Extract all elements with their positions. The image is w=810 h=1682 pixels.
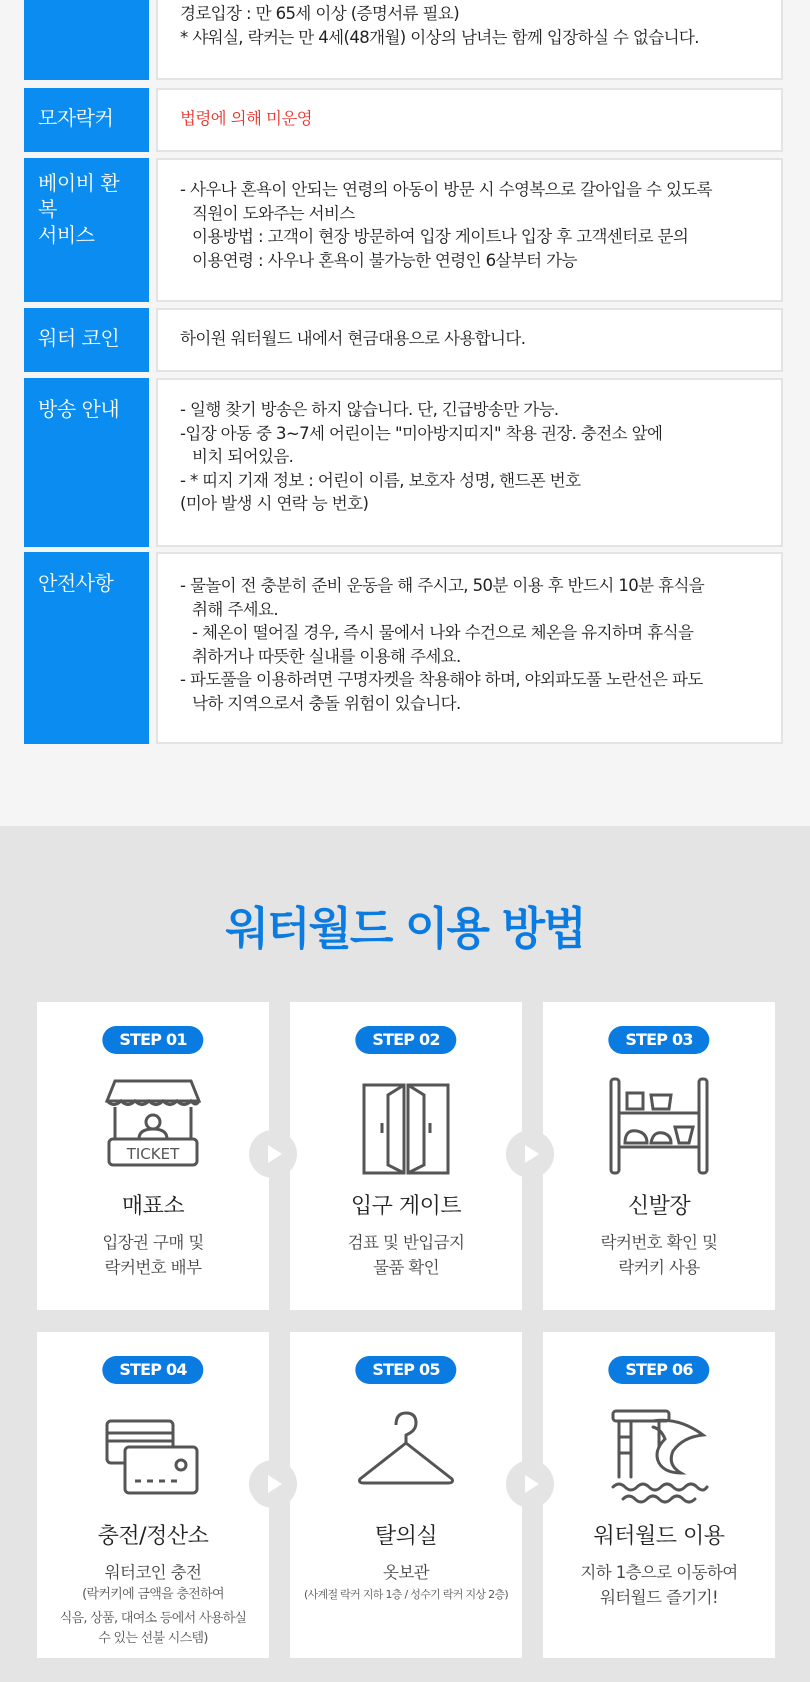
- desc-line: 물품 확인: [372, 1258, 439, 1277]
- water-slide-icon: [609, 1407, 709, 1507]
- step-badge: STEP 05: [355, 1356, 456, 1384]
- content-line: - * 띠지 기재 정보 : 어린이 이름, 보호자 성명, 핸드폰 번호: [180, 470, 581, 490]
- desc-line: 옷보관: [382, 1563, 430, 1582]
- next-arrow-icon: [249, 1130, 297, 1178]
- payment-cards-icon: [103, 1407, 203, 1507]
- desc-line: 지하 1층으로 이동하여: [580, 1563, 738, 1582]
- info-row-senior: [24, 0, 783, 80]
- next-arrow-icon: [506, 1460, 554, 1508]
- row-content: [156, 0, 783, 80]
- step-card-shoe-rack: [543, 1002, 775, 1310]
- info-row-mother-locker: [24, 88, 783, 152]
- content-line: 비치 되어있음.: [192, 447, 294, 466]
- content-line: - 파도풀을 이용하려면 구명자켓을 착용해야 하며, 야외파도풀 노란선은 파도: [180, 670, 703, 689]
- desc-line: 워터월드 즐기기!: [599, 1588, 719, 1607]
- step-name: 입구 게이트: [350, 1194, 462, 1219]
- gate-door-icon: [356, 1077, 456, 1177]
- step-badge: STEP 01: [102, 1026, 203, 1054]
- step-card-ticket-office: [37, 1002, 269, 1310]
- step-name: 워터월드 이용: [593, 1524, 725, 1549]
- desc-small-line: 식음, 상품, 대여소 등에서 사용하실: [59, 1611, 247, 1626]
- hanger-icon: [356, 1407, 456, 1507]
- step-name: 탈의실: [374, 1524, 438, 1549]
- info-row-safety: [24, 552, 783, 744]
- content-line: 법령에 의해 미운영: [180, 109, 313, 128]
- row-label: 베이비 환복 서비스: [24, 158, 149, 302]
- step-badge: STEP 02: [355, 1026, 456, 1054]
- row-content: [156, 308, 783, 372]
- row-label: 방송 안내: [24, 378, 149, 547]
- desc-line: 락커번호 배부: [104, 1258, 202, 1277]
- row-label: [24, 0, 149, 80]
- step-badge: STEP 04: [102, 1356, 203, 1384]
- step-description: [290, 1230, 522, 1280]
- content-line: 낙하 지역으로서 충돌 위험이 있습니다.: [192, 693, 461, 713]
- content-line: 취하거나 따뜻한 실내를 이용해 주세요.: [192, 646, 461, 666]
- desc-small-line: 수 있는 선불 시스템): [98, 1631, 208, 1646]
- step-card-entrance-gate: [290, 1002, 522, 1310]
- step-name: 신발장: [627, 1194, 691, 1219]
- ticket-booth-icon: [103, 1077, 203, 1177]
- content-line: -입장 아동 중 3~7세 어린이는 "미아방지띠지" 착용 권장. 충전소 앞에: [180, 423, 663, 443]
- usage-method-section: [0, 826, 810, 1682]
- step-badge: STEP 06: [608, 1356, 709, 1384]
- desc-small-line: (락커키에 금액을 충전하여: [82, 1587, 224, 1602]
- content-line: 이용연령 : 사우나 혼욕이 불가능한 연령인 6살부터 가능: [192, 250, 577, 270]
- step-card-locker-room: [290, 1332, 522, 1658]
- content-line: 취해 주세요.: [192, 599, 278, 619]
- step-description: [37, 1230, 269, 1280]
- info-row-broadcast: [24, 378, 783, 547]
- desc-line: 락커키 사용: [618, 1258, 700, 1277]
- info-row-water-coin: [24, 308, 783, 372]
- step-description: [290, 1560, 522, 1605]
- row-content: [156, 378, 783, 547]
- step-badge: STEP 03: [608, 1026, 709, 1054]
- row-label: 워터 코인: [24, 308, 149, 372]
- content-line: 경로입장 : 만 65세 이상 (증명서류 필요): [180, 4, 460, 23]
- row-label: 안전사항: [24, 552, 149, 744]
- section-title: 워터월드 이용 방법: [225, 902, 585, 955]
- content-line: 직원이 도와주는 서비스: [192, 203, 355, 223]
- step-name: 충전/정산소: [97, 1524, 209, 1549]
- row-content: [156, 88, 783, 152]
- row-content: [156, 158, 783, 302]
- info-row-baby-service: [24, 158, 783, 302]
- content-line: * 샤워실, 락커는 만 4세(48개월) 이상의 남녀는 함께 입장하실 수 없습니다.: [180, 27, 699, 47]
- content-line: - 일행 찾기 방송은 하지 않습니다. 단, 긴급방송만 가능.: [180, 400, 559, 419]
- desc-small-line: (사계절 락커 지하 1층 / 성수기 락커 지상 2층): [304, 1588, 508, 1601]
- next-arrow-icon: [506, 1130, 554, 1178]
- step-name: 매표소: [121, 1194, 185, 1219]
- row-content: [156, 552, 783, 744]
- row-label: 모자락커: [24, 88, 149, 152]
- step-description: [37, 1560, 269, 1649]
- content-line: - 체온이 떨어질 경우, 즉시 물에서 나와 수건으로 체온을 유지하며 휴식을: [192, 623, 694, 642]
- content-line: 이용방법 : 고객이 현장 방문하여 입장 게이트나 입장 후 고객센터로 문의: [192, 227, 689, 246]
- svg-text:TICKET: TICKET: [126, 1145, 180, 1163]
- next-arrow-icon: [249, 1460, 297, 1508]
- step-card-waterworld: [543, 1332, 775, 1658]
- desc-line: 입장권 구매 및: [102, 1233, 204, 1252]
- content-line: - 물놀이 전 충분히 준비 운동을 해 주시고, 50분 이용 후 반드시 10분 휴식을: [180, 576, 705, 595]
- content-line: - 사우나 혼욕이 안되는 연령의 아동이 방문 시 수영복으로 갈아입을 수 있도록: [180, 180, 712, 199]
- desc-line: 검표 및 반입금지: [347, 1233, 465, 1252]
- shoe-rack-icon: [609, 1077, 709, 1177]
- desc-line: 락커번호 확인 및: [600, 1233, 718, 1252]
- desc-line: 워터코인 충전: [104, 1563, 202, 1582]
- content-line: 하이원 워터월드 내에서 현금대용으로 사용합니다.: [180, 329, 526, 348]
- step-description: [543, 1560, 775, 1610]
- content-line: (미아 발생 시 연락 능 번호): [180, 494, 369, 513]
- step-card-charge-station: [37, 1332, 269, 1658]
- step-description: [543, 1230, 775, 1280]
